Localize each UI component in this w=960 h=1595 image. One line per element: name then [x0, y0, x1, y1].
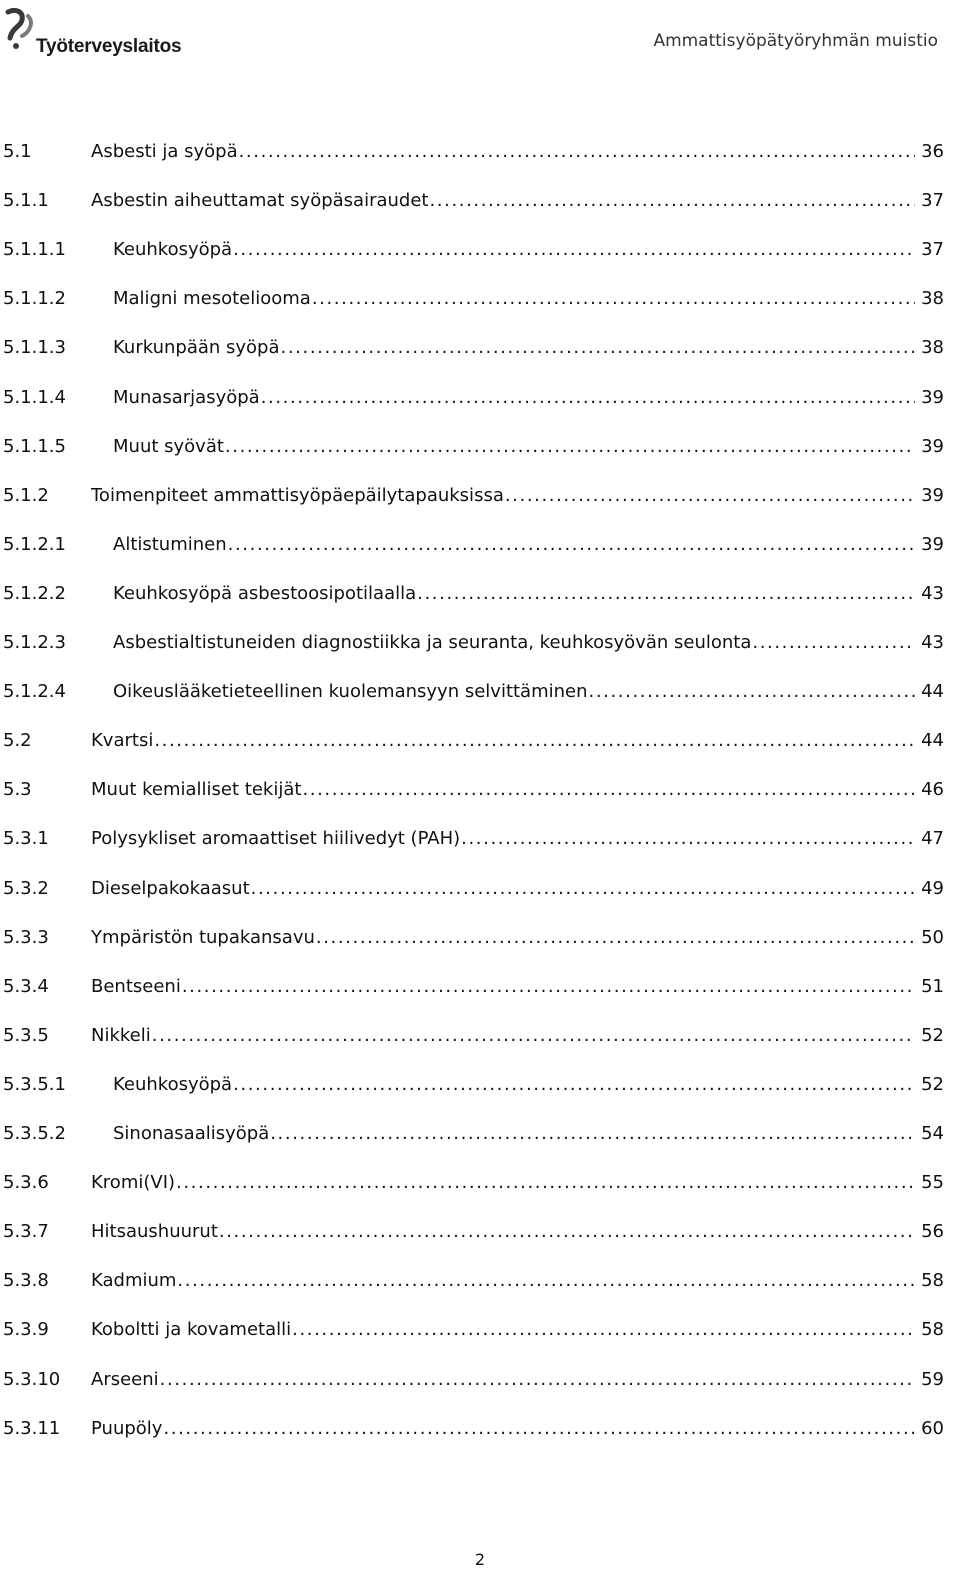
toc-entry-dot-leader [461, 827, 915, 851]
toc-entry-leader [91, 1368, 915, 1392]
toc-entry[interactable] [0, 372, 960, 421]
toc-entry-page: 39 [921, 386, 944, 408]
toc-entry-leader [113, 680, 915, 704]
toc-entry[interactable] [0, 1304, 960, 1353]
toc-entry-leader [91, 484, 915, 508]
toc-entry-leader [91, 975, 915, 999]
toc-entry-dot-leader [281, 336, 915, 360]
toc-entry-number: 5.3.7 [3, 1221, 49, 1243]
toc-entry-page: 50 [921, 926, 944, 948]
toc-entry[interactable] [0, 224, 960, 273]
toc-entry-leader [91, 140, 915, 164]
toc-entry-leader [113, 582, 915, 606]
toc-entry-dot-leader [417, 582, 915, 606]
toc-entry-title: Sinonasaalisyöpä [113, 1123, 270, 1144]
toc-entry-dot-leader [182, 975, 915, 999]
logo-text: Työterveyslaitos [36, 36, 182, 57]
toc-entry-page: 51 [921, 975, 944, 997]
toc-entry-dot-leader [176, 1171, 915, 1195]
toc-entry-number: 5.3.5.1 [3, 1073, 66, 1095]
toc-entry-page: 59 [921, 1368, 944, 1390]
toc-entry-title: Kromi(VI) [91, 1172, 176, 1194]
toc-entry[interactable] [0, 1354, 960, 1403]
toc-entry-dot-leader [261, 386, 915, 410]
toc-entry-number: 5.1.1.4 [3, 386, 66, 408]
toc-entry-title: Maligni mesoteliooma [113, 288, 311, 310]
toc-entry-page: 52 [921, 1073, 944, 1095]
toc-entry-title: Dieselpakokaasut [91, 877, 250, 899]
toc-entry-dot-leader [160, 1368, 915, 1392]
toc-entry[interactable] [0, 1059, 960, 1108]
toc-entry-number: 5.1.1.5 [3, 435, 66, 457]
toc-entry-page: 55 [921, 1172, 944, 1194]
toc-entry[interactable] [0, 863, 960, 912]
toc-entry-page: 54 [921, 1123, 944, 1144]
toc-entry-page: 56 [921, 1221, 944, 1243]
toc-entry-number: 5.1.1.2 [3, 288, 66, 310]
toc-entry[interactable] [0, 912, 960, 961]
toc-entry[interactable] [0, 1255, 960, 1304]
toc-entry-number: 5.3.11 [3, 1417, 61, 1439]
toc-entry-page: 39 [921, 533, 944, 555]
toc-entry[interactable] [0, 470, 960, 519]
toc-entry[interactable] [0, 421, 960, 470]
toc-entry-page: 39 [921, 435, 944, 457]
toc-entry-dot-leader [239, 140, 915, 164]
toc-entry[interactable] [0, 568, 960, 617]
toc-entry-leader [113, 533, 915, 557]
toc-entry-number: 5.3.8 [3, 1270, 49, 1292]
toc-entry-number: 5.3.9 [3, 1319, 49, 1341]
toc-entry-leader [91, 877, 915, 901]
toc-entry-page: 60 [921, 1417, 944, 1439]
toc-entry-page: 58 [921, 1270, 944, 1292]
toc-entry-number: 5.3.2 [3, 877, 49, 899]
toc-entry-title: Asbestin aiheuttamat syöpäsairaudet [91, 190, 429, 212]
toc-entry-page: 47 [921, 828, 944, 850]
toc-entry-page: 58 [921, 1319, 944, 1341]
toc-entry-number: 5.3.3 [3, 926, 49, 948]
toc-entry-page: 38 [921, 288, 944, 310]
toc-entry-title: Muut kemialliset tekijät [91, 779, 302, 801]
toc-entry-page: 39 [921, 484, 944, 506]
toc-entry-page: 44 [921, 730, 944, 752]
toc-entry-leader [113, 631, 915, 655]
toc-entry-number: 5.1.2 [3, 484, 49, 506]
toc-entry-leader [91, 1417, 915, 1441]
toc-entry-leader [91, 189, 915, 213]
toc-entry[interactable] [0, 175, 960, 224]
toc-entry-leader [91, 1318, 915, 1342]
toc-entry-title: Keuhkosyöpä [113, 1073, 233, 1095]
toc-entry-leader [113, 238, 915, 262]
toc-entry-number: 5.3.4 [3, 975, 49, 997]
toc-entry-number: 5.1.2.4 [3, 681, 66, 703]
toc-entry-title: Koboltti ja kovametalli [91, 1319, 292, 1341]
toc-entry[interactable] [0, 1206, 960, 1255]
toc-entry-number: 5.1.2.2 [3, 582, 66, 604]
toc-entry-page: 43 [921, 632, 944, 653]
toc-entry[interactable] [0, 617, 960, 666]
toc-entry-title: Kadmium [91, 1270, 177, 1292]
toc-entry-dot-leader [292, 1318, 915, 1342]
toc-entry-number: 5.3.1 [3, 828, 49, 850]
toc-entry[interactable] [0, 126, 960, 175]
toc-entry-title: Ympäristön tupakansavu [91, 926, 315, 948]
header-title: Ammattisyöpätyöryhmän muistio [653, 31, 938, 51]
toc-entry-leader [91, 827, 915, 851]
toc-entry-title: Kvartsi [91, 730, 154, 752]
toc-entry-page: 36 [921, 141, 944, 162]
toc-entry-dot-leader [152, 1024, 915, 1048]
toc-entry-title: Munasarjasyöpä [113, 386, 260, 408]
toc-entry-dot-leader [233, 238, 915, 262]
toc-entry[interactable] [0, 961, 960, 1010]
toc-entry-page: 37 [921, 239, 944, 261]
toc-entry[interactable] [0, 1403, 960, 1452]
toc-entry-dot-leader [312, 287, 915, 311]
toc-entry-dot-leader [228, 533, 915, 557]
toc-entry-number: 5.3.6 [3, 1172, 49, 1194]
toc-entry-title: Arseeni [91, 1368, 159, 1390]
toc-entry-leader [113, 1122, 915, 1146]
page-header [0, 0, 960, 80]
toc-entry-number: 5.1 [3, 141, 32, 162]
toc-entry[interactable] [0, 813, 960, 862]
toc-entry-page: 44 [921, 681, 944, 703]
toc-entry-number: 5.1.2.3 [3, 632, 66, 653]
toc-entry-title: Keuhkosyöpä [113, 239, 233, 261]
toc-entry-leader [113, 1073, 915, 1097]
toc-entry-dot-leader [589, 680, 915, 704]
toc-entry-title: Bentseeni [91, 975, 181, 997]
toc-entry-page: 43 [921, 582, 944, 604]
toc-entry-title: Toimenpiteet ammattisyöpäepäilytapauksissa [91, 484, 504, 506]
toc-entry-title: Polysykliset aromaattiset hiilivedyt (PAH) [91, 828, 461, 850]
toc-entry-page: 38 [921, 337, 944, 359]
toc-entry[interactable] [0, 764, 960, 813]
page-number: 2 [474, 1550, 486, 1569]
toc-entry[interactable] [0, 322, 960, 371]
toc-entry-dot-leader [429, 189, 915, 213]
toc-entry[interactable] [0, 1010, 960, 1059]
toc-entry-dot-leader [251, 877, 915, 901]
toc-entry-leader [113, 386, 915, 410]
toc-entry[interactable] [0, 519, 960, 568]
toc-entry[interactable] [0, 1108, 960, 1157]
toc-entry-number: 5.3.5 [3, 1024, 49, 1046]
toc-entry-leader [91, 926, 915, 950]
toc-entry-number: 5.1.2.1 [3, 533, 66, 555]
logo [2, 6, 202, 66]
toc-entry-dot-leader [302, 778, 915, 802]
toc-entry-title: Hitsaushuurut [91, 1221, 218, 1243]
toc-entry-dot-leader [154, 729, 915, 753]
toc-entry-title: Altistuminen [113, 533, 227, 555]
toc-entry-leader [91, 729, 915, 753]
toc-entry-number: 5.1.1 [3, 190, 49, 212]
toc-entry-leader [91, 1220, 915, 1244]
toc-entry-dot-leader [270, 1122, 915, 1146]
toc-entry-leader [113, 435, 915, 459]
toc-entry-leader [113, 287, 915, 311]
toc-entry-leader [91, 1024, 915, 1048]
toc-entry-dot-leader [233, 1073, 915, 1097]
toc-entry-leader [91, 1171, 915, 1195]
toc-entry-leader [113, 336, 915, 360]
toc-entry-number: 5.3 [3, 779, 32, 801]
toc-entry[interactable] [0, 666, 960, 715]
toc-entry-title: Kurkunpään syöpä [113, 337, 280, 359]
toc-entry-dot-leader [177, 1269, 915, 1293]
toc-entry-dot-leader [219, 1220, 915, 1244]
toc-entry[interactable] [0, 715, 960, 764]
toc-entry-dot-leader [752, 631, 915, 655]
toc-entry-dot-leader [316, 926, 915, 950]
toc-entry-leader [91, 1269, 915, 1293]
toc-entry-page: 52 [921, 1024, 944, 1046]
toc-entry-leader [91, 778, 915, 802]
toc-entry-dot-leader [225, 435, 915, 459]
toc-entry-dot-leader [505, 484, 915, 508]
toc-entry[interactable] [0, 1157, 960, 1206]
toc-entry-title: Nikkeli [91, 1024, 151, 1046]
toc-entry-number: 5.3.5.2 [3, 1123, 66, 1144]
toc-entry-page: 49 [921, 877, 944, 899]
toc-entry-title: Keuhkosyöpä asbestoosipotilaalla [113, 582, 417, 604]
toc-entry-number: 5.3.10 [3, 1368, 61, 1390]
toc-entry-title: Muut syövät [113, 435, 224, 457]
toc-entry-page: 46 [921, 779, 944, 801]
toc-entry-dot-leader [163, 1417, 915, 1441]
toc-entry-number: 5.1.1.3 [3, 337, 66, 359]
toc-entry-title: Asbestialtistuneiden diagnostiikka ja seuranta, keuhkosyövän seulonta [113, 632, 752, 653]
toc-entry-title: Puupöly [91, 1417, 163, 1439]
toc-entry[interactable] [0, 273, 960, 322]
toc-entry-number: 5.1.1.1 [3, 239, 66, 261]
toc-entry-title: Asbesti ja syöpä [91, 141, 238, 162]
toc-entry-page: 37 [921, 190, 944, 212]
toc-entry-number: 5.2 [3, 730, 32, 752]
toc-entry-title: Oikeuslääketieteellinen kuolemansyyn selvittäminen [113, 681, 588, 703]
